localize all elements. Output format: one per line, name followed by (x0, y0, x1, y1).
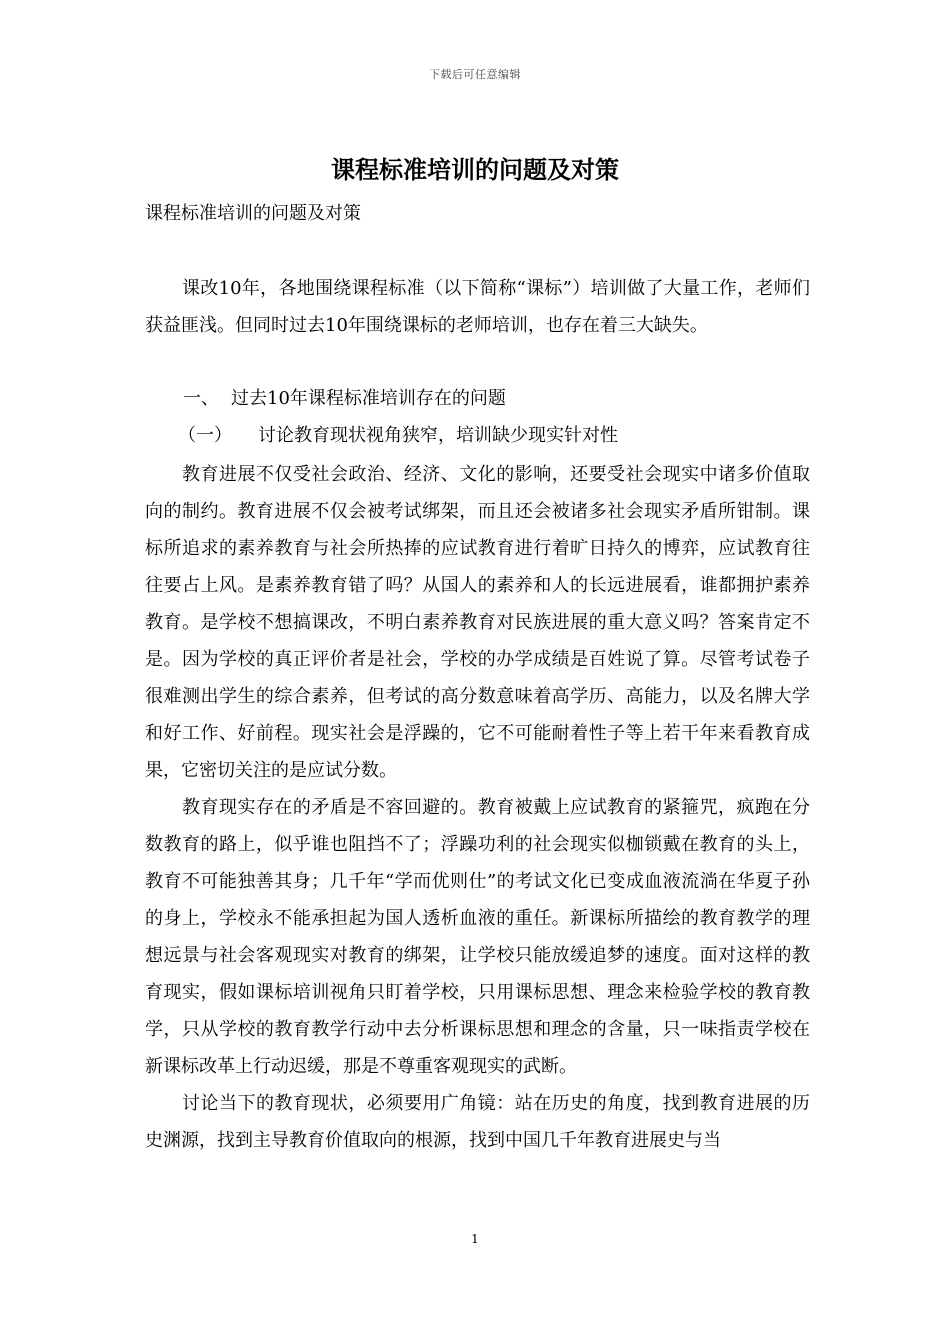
intro-paragraph: 课改10年，各地围绕课程标准（以下简称“课标”）培训做了大量工作，老师们获益匪浅。但同时过去10年围绕课标的老师培训，也存在着三大缺失。 (145, 278, 810, 336)
subsection-heading (178, 420, 618, 452)
page-number: 1 (471, 1232, 479, 1246)
body-content (145, 456, 810, 1159)
document-title: 课程标准培训的问题及对策 (331, 155, 619, 184)
subsection-number: （一） (178, 425, 232, 446)
subsection-title: 讨论教育现状视角狭窄，培训缺少现实针对性 (258, 425, 618, 446)
section-number: 一、 (183, 388, 219, 409)
body-paragraph: 教育进展不仅受社会政治、经济、文化的影响，还要受社会现实中诸多价值取向的制约。教育进展不仅会被考试绑架，而且还会被诸多社会现实矛盾所钳制。课标所追求的素养教育与社会所热捧的应试教育进行着旷日持久的博弈，应试教育往往要占上风。是素养教育错了吗？从国人的素养和人的长远进展看，谁都拥护素养教育。是学校不想搞课改，不明白素养教育对民族进展的重大意义吗？答案肯定不是。因为学校的真正评价者是社会，学校的办学成绩是百姓说了算。尽管考试卷子很难测出学生的综合素养，但考试的高分数意味着高学历、高能力，以及名牌大学和好工作、好前程。现实社会是浮躁的，它不可能耐着性子等上若干年来看教育成果，它密切关注的是应试分数。 (145, 464, 810, 781)
body-paragraph: 讨论当下的教育现状，必须要用广角镜：站在历史的角度，找到教育进展的历史渊源，找到主导教育价值取向的根源，找到中国几千年教育进展史与当 (145, 1093, 810, 1151)
document-subtitle: 课程标准培训的问题及对策 (145, 203, 361, 224)
body-paragraph: 教育现实存在的矛盾是不容回避的。教育被戴上应试教育的紧箍咒，疯跑在分数教育的路上，似乎谁也阻挡不了；浮躁功利的社会现实似枷锁戴在教育的头上，教育不可能独善其身；几千年“学而优则仕”的考试文化已变成血液流淌在华夏子孙的身上，学校永不能承担起为国人透析血液的重任。新课标所描绘的教育教学的理想远景与社会客观现实对教育的绑架，让学校只能放缓追梦的速度。面对这样的教育现实，假如课标培训视角只盯着学校，只用课标思想、理念来检验学校的教育教学，只从学校的教育教学行动中去分析课标思想和理念的含量，只一味指责学校在新课标改革上行动迟缓，那是不尊重客观现实的武断。 (145, 797, 810, 1077)
section-title: 过去10年课程标准培训存在的问题 (231, 388, 506, 409)
header-note: 下载后可任意编辑 (429, 68, 521, 81)
section-heading (183, 383, 506, 415)
